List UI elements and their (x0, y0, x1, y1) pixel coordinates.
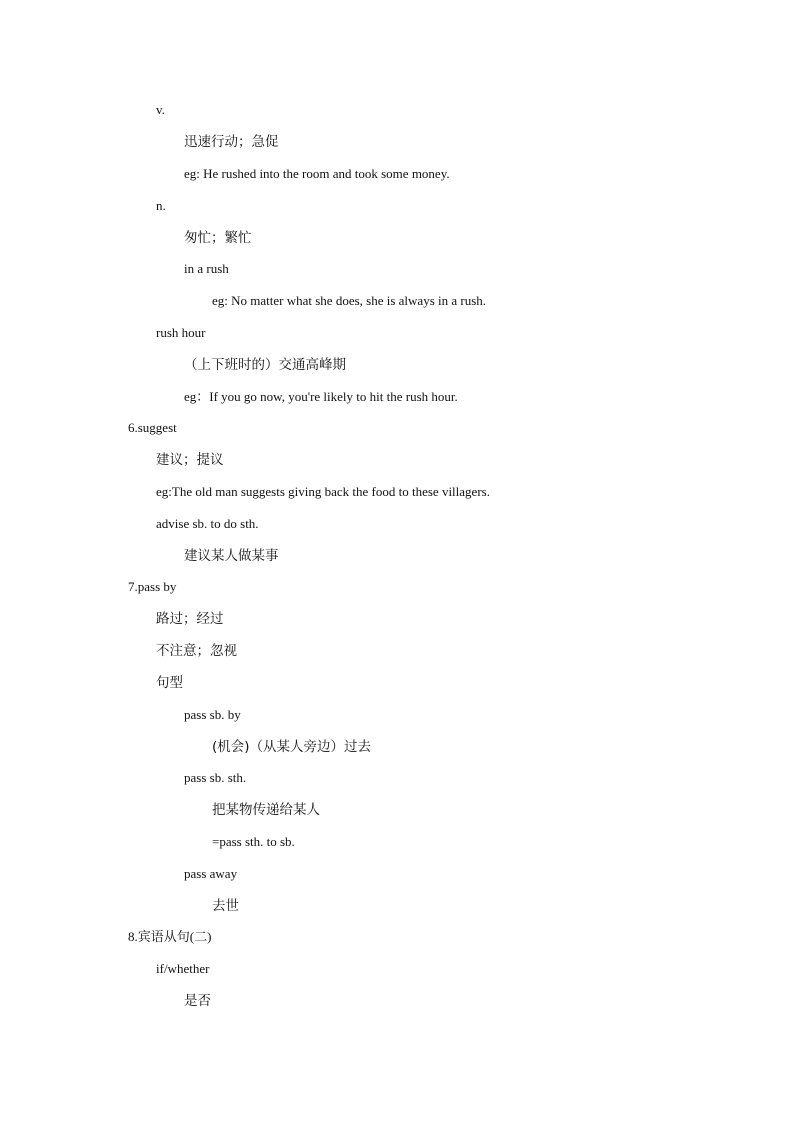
definition-text: 去世 (212, 898, 239, 914)
phrase-text: advise sb. to do sth. (156, 516, 259, 531)
example-sentence: eg：If you go now, you're likely to hit the rush hour. (184, 389, 458, 404)
phrase-text: pass away (184, 866, 238, 881)
definition-text: 建议某人做某事 (184, 548, 279, 564)
definition-text: 匆忙；繁忙 (184, 230, 252, 246)
definition-text: (机会)（从某人旁边）过去 (212, 739, 372, 755)
definition-text: 迅速行动；急促 (184, 134, 279, 150)
definition-text: 是否 (184, 993, 211, 1009)
vocab-heading: 7.pass by (128, 579, 177, 594)
section-label: 句型 (156, 675, 183, 691)
definition-text: 把某物传递给某人 (212, 802, 320, 818)
definition-text: 不注意；忽视 (156, 643, 237, 659)
pos-verb-label: v. (156, 102, 165, 117)
pos-noun-label: n. (156, 198, 166, 213)
example-sentence: eg: He rushed into the room and took some money. (184, 166, 450, 181)
phrase-text: pass sb. by (184, 707, 241, 722)
definition-text: （上下班时的）交通高峰期 (184, 357, 346, 373)
vocab-heading: 6.suggest (128, 420, 177, 435)
definition-text: 建议；提议 (156, 452, 224, 468)
vocab-heading: 8.宾语从句(二) (128, 929, 212, 944)
definition-text: 路过；经过 (156, 611, 224, 627)
example-sentence: eg:The old man suggests giving back the food to these villagers. (156, 484, 490, 499)
phrase-text: =pass sth. to sb. (212, 834, 295, 849)
phrase-text: in a rush (184, 261, 229, 276)
phrase-text: pass sb. sth. (184, 770, 247, 785)
phrase-text: if/whether (156, 961, 210, 976)
example-sentence: eg: No matter what she does, she is always in a rush. (212, 293, 487, 308)
phrase-text: rush hour (156, 325, 206, 340)
